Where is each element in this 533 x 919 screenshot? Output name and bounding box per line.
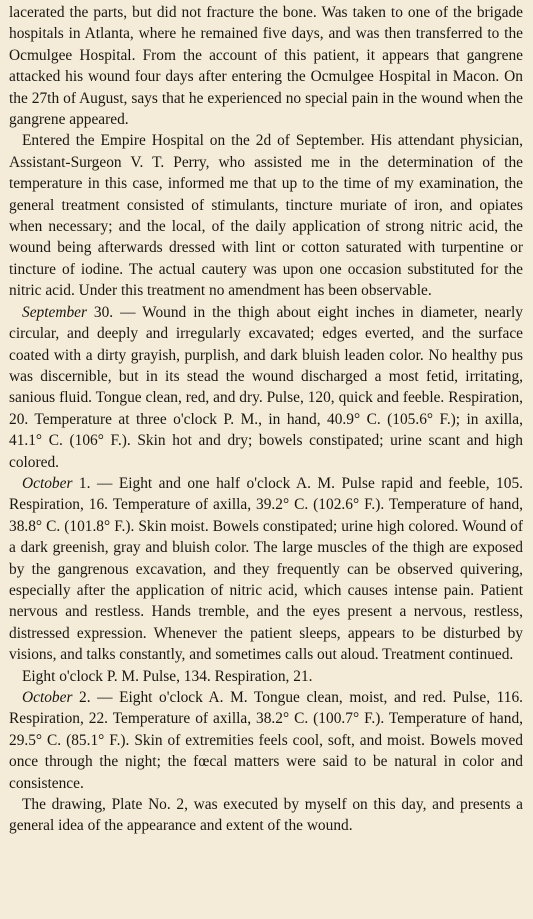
paragraph-drawing-plate bbox=[9, 794, 523, 837]
paragraph-lead: October bbox=[22, 689, 73, 706]
paragraph-text: Entered the Empire Hospital on the 2d of September. His attendant physician, Assistant-Surgeon V. T. Perry, who assisted me in the determination of the temperature in this case, informed me that up to the time of my examination, the general treatment consisted of stimulants, tincture muriate of iron, and opiates when necessary; and the local, of the daily application of strong nitric acid, the wound being afterwards dressed with lint or cotton saturated with turpentine or tincture of iodine. The actual cautery was upon one occasion substituted for the nitric acid. Under this treatment no amendment has been observable. bbox=[9, 132, 523, 300]
paragraph-september-30 bbox=[9, 302, 523, 473]
paragraph-text: Eight o'clock P. M. Pulse, 134. Respiration, 21. bbox=[22, 667, 313, 685]
paragraph-eight-oclock-pm bbox=[9, 666, 523, 687]
paragraph-lead: September bbox=[22, 303, 87, 321]
paragraph-text: 30. — Wound in the thigh about eight inches in diameter, nearly circular, and deeply and irregularly excavated; edges everted, and the surface coated with a dirty grayish, purplish, and dark bluish leaden color. No healthy pus was discernible, but in its stead the wound discharged a most fetid, irritating, sanious fluid. Tongue clean, red, and dry. Pulse, 120, quick and feeble. Respiration, 20. Temperature at three o'clock P. M., in hand, 40.9° C. (105.6° F.); in axilla, 41.1° C. (106° F.). Skin hot and dry; bowels constipated; urine scant and high colored. bbox=[9, 303, 523, 471]
paragraph-empire-hospital bbox=[9, 130, 523, 301]
paragraph-text: 2. — Eight o'clock A. M. Tongue clean, moist, and red. Pulse, 116. Respiration, 22. Temperature of axilla, 38.2° C. (100.7° F.). Temperature of hand, 29.5° C. (85.1° F.). Skin of extremities feels cool, soft, and moist. Bowels moved once through the night; the fœcal matters were said to be natural in color and consistence. bbox=[9, 689, 523, 792]
paragraph-october-2 bbox=[9, 687, 523, 794]
paragraph-case-history bbox=[9, 2, 523, 130]
paragraph-october-1 bbox=[9, 473, 523, 666]
paragraph-text: 1. — Eight and one half o'clock A. M. Pulse rapid and feeble, 105. Respiration, 16. Temperature of axilla, 39.2° C. (102.6° F.). Temperature of hand, 38.8° C. (101.8° F.). Skin moist. Bowels constipated; urine high colored. Wound of a dark greenish, gray and bluish color. The large muscles of the thigh are exposed by the gangrenous excavation, and they frequently can be observed quivering, especially after the application of nitric acid, which causes intense pain. Patient nervous and restless. Hands tremble, and the eyes present a nervous, restless, distressed expression. Whenever the patient sleeps, appears to be disturbed by visions, and talks constantly, and sometimes calls out aloud. Treatment continued. bbox=[9, 474, 523, 664]
paragraph-lead: October bbox=[22, 474, 73, 492]
paragraph-text: The drawing, Plate No. 2, was executed by myself on this day, and presents a general idea of the appearance and extent of the wound. bbox=[9, 796, 523, 835]
paragraph-text: lacerated the parts, but did not fracture the bone. Was taken to one of the brigade hospitals in Atlanta, where he remained five days, and was then transferred to the Ocmulgee Hospital. From the account of this patient, it appears that gangrene attacked his wound four days after entering the Ocmulgee Hospital in Macon. On the 27th of August, says that he experienced no special pain in the wound when the gangrene appeared. bbox=[9, 4, 523, 129]
